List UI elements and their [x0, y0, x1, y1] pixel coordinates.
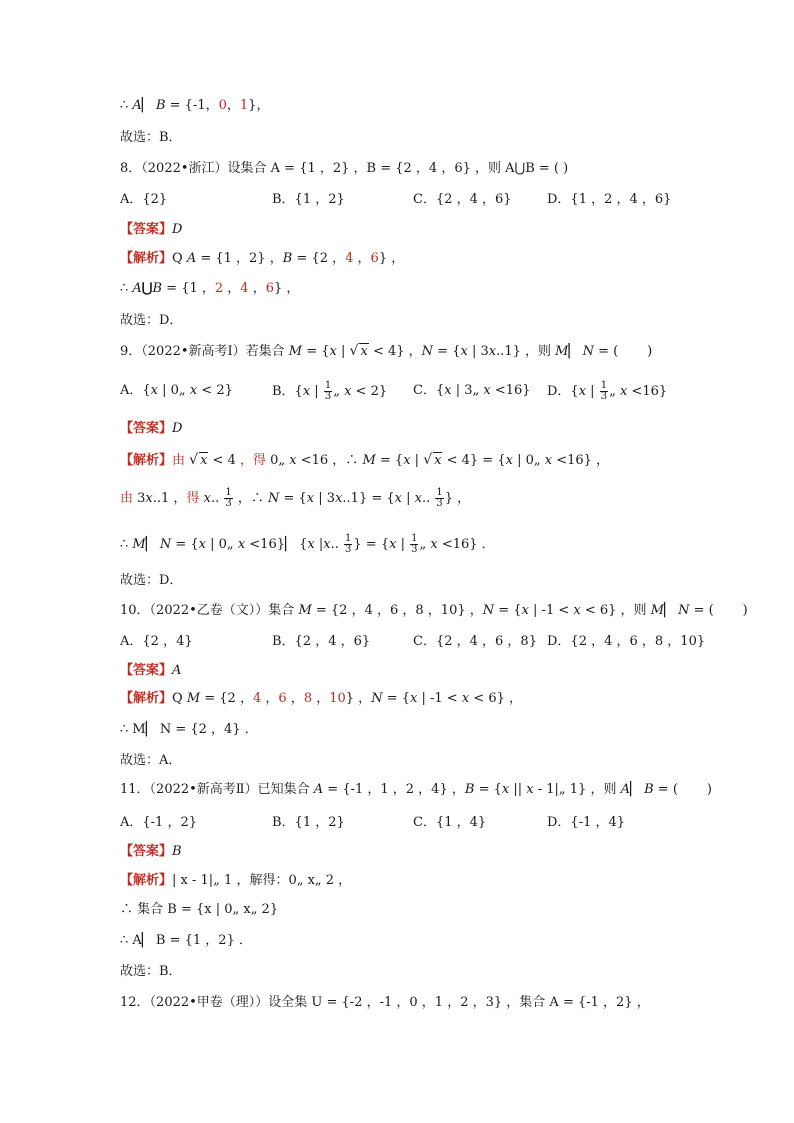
option-b: B．{1 ，2} — [272, 192, 345, 207]
text-line: 故选：B． — [120, 964, 182, 979]
option-c: C．{1 ，4} — [413, 815, 487, 830]
solution-11c: ∴ A▏ B = {1 ，2} ． — [120, 933, 252, 948]
options-8 — [120, 190, 680, 210]
question-9: 9．（2022•新高考Ⅰ）若集合 M = {x | √ x < 4} ，N = {x | 3x..1} ，则 M▏ N = ( ) — [120, 343, 653, 359]
solution-10b: ∴ M▏ N = {2 ，4} ． — [120, 722, 258, 737]
answer-11: 【答案】B — [120, 844, 182, 859]
option-b: B．{1 ，2} — [272, 815, 345, 830]
solution-9: 【解析】由 √ x < 4 ，得 0„ x <16 ，∴ M = {x | √ x < 4} = {x | 0„ x <16} ， — [120, 452, 610, 468]
text-line: 故选：A． — [120, 753, 182, 768]
answer-9: 【答案】D — [120, 421, 183, 436]
answer-8: 【答案】D — [120, 222, 183, 237]
answer-10: 【答案】A — [120, 663, 182, 678]
option-c: C．{2 ，4 ，6 ，8} — [413, 634, 537, 649]
solution-10: 【解析】Q M = {2 ，4 ，6 ，8 ，10} ，N = {x | -1 < x < 6} ， — [120, 691, 522, 706]
text-line: 故选：B． — [120, 130, 182, 145]
solution-11: 【解析】| x - 1|„ 1 ，解得：0„ x„ 2 ， — [120, 873, 352, 888]
option-a: A．{2 ，4} — [120, 634, 193, 649]
solution-9b: 由 3x..1 ，得 x.. $\frac{1}{3}$ ，∴ N = {x | 3x..1} = {x | x.. $\frac{1}{3}$ } ， — [120, 487, 471, 509]
option-d: D．{1 ，2 ，4 ，6} — [547, 192, 672, 207]
option-c: C．{2 ，4 ，6} — [413, 192, 512, 207]
option-a: A．{2} — [120, 192, 168, 207]
options-9 — [120, 381, 680, 401]
question-8: 8．（2022•浙江）设集合 A = {1 ，2} ，B = {2 ，4 ，6} ，则 A⋃B = ( ) — [120, 161, 569, 176]
option-a: A．{-1 ，2} — [120, 815, 197, 830]
question-12: 12．（2022•甲卷（理））设全集 U = {-2 ，-1 ，0 ，1 ，2 ，3} ，集合 A = {-1 ，2} ， — [120, 995, 650, 1010]
option-d: D．{x | $\frac{1}{3}$ „ x <16} — [547, 380, 668, 402]
option-d: D．{-1 ，4} — [547, 815, 626, 830]
solution-11b: ∴ 集合 B = {x | 0„ x„ 2} — [120, 902, 279, 917]
text-line: ∴ A▏ B = {-1，0，1}， — [120, 98, 270, 113]
solution-9c: ∴ M▏ N = {x | 0„ x <16}▏ {x |x.. $\frac{1}{3}$ } = {x | $\frac{1}{3}$ „ x <16} ． — [120, 533, 495, 555]
question-11: 11．（2022•新高考Ⅱ）已知集合 A = {-1 ，1 ，2 ，4} ，B = {x || x - 1|„ 1} ，则 A▏ B = ( ) — [120, 782, 712, 797]
text-line: 故选：D． — [120, 313, 183, 328]
options-10 — [120, 632, 706, 652]
option-b: B．{2 ，4 ，6} — [272, 634, 371, 649]
question-10: 10．（2022•乙卷（文））集合 M = {2 ，4 ，6 ，8 ，10} ，N = {x | -1 < x < 6} ，则 M▏ N = ( ) — [120, 603, 748, 618]
solution-8b: ∴ A⋃B = {1 ，2 ，4 ，6} ， — [120, 281, 300, 296]
option-a: A．{x | 0„ x < 2} — [120, 383, 233, 398]
options-11 — [120, 813, 680, 833]
option-b: B．{x | $\frac{1}{3}$ „ x < 2} — [272, 380, 388, 402]
text-line: 故选：D． — [120, 573, 183, 588]
option-d: D．{2 ，4 ，6 ，8 ，10} — [547, 634, 706, 649]
solution-8: 【解析】Q A = {1 ，2} ，B = {2 ，4 ，6} ， — [120, 251, 405, 266]
option-c: C．{x | 3„ x <16} — [413, 383, 531, 398]
